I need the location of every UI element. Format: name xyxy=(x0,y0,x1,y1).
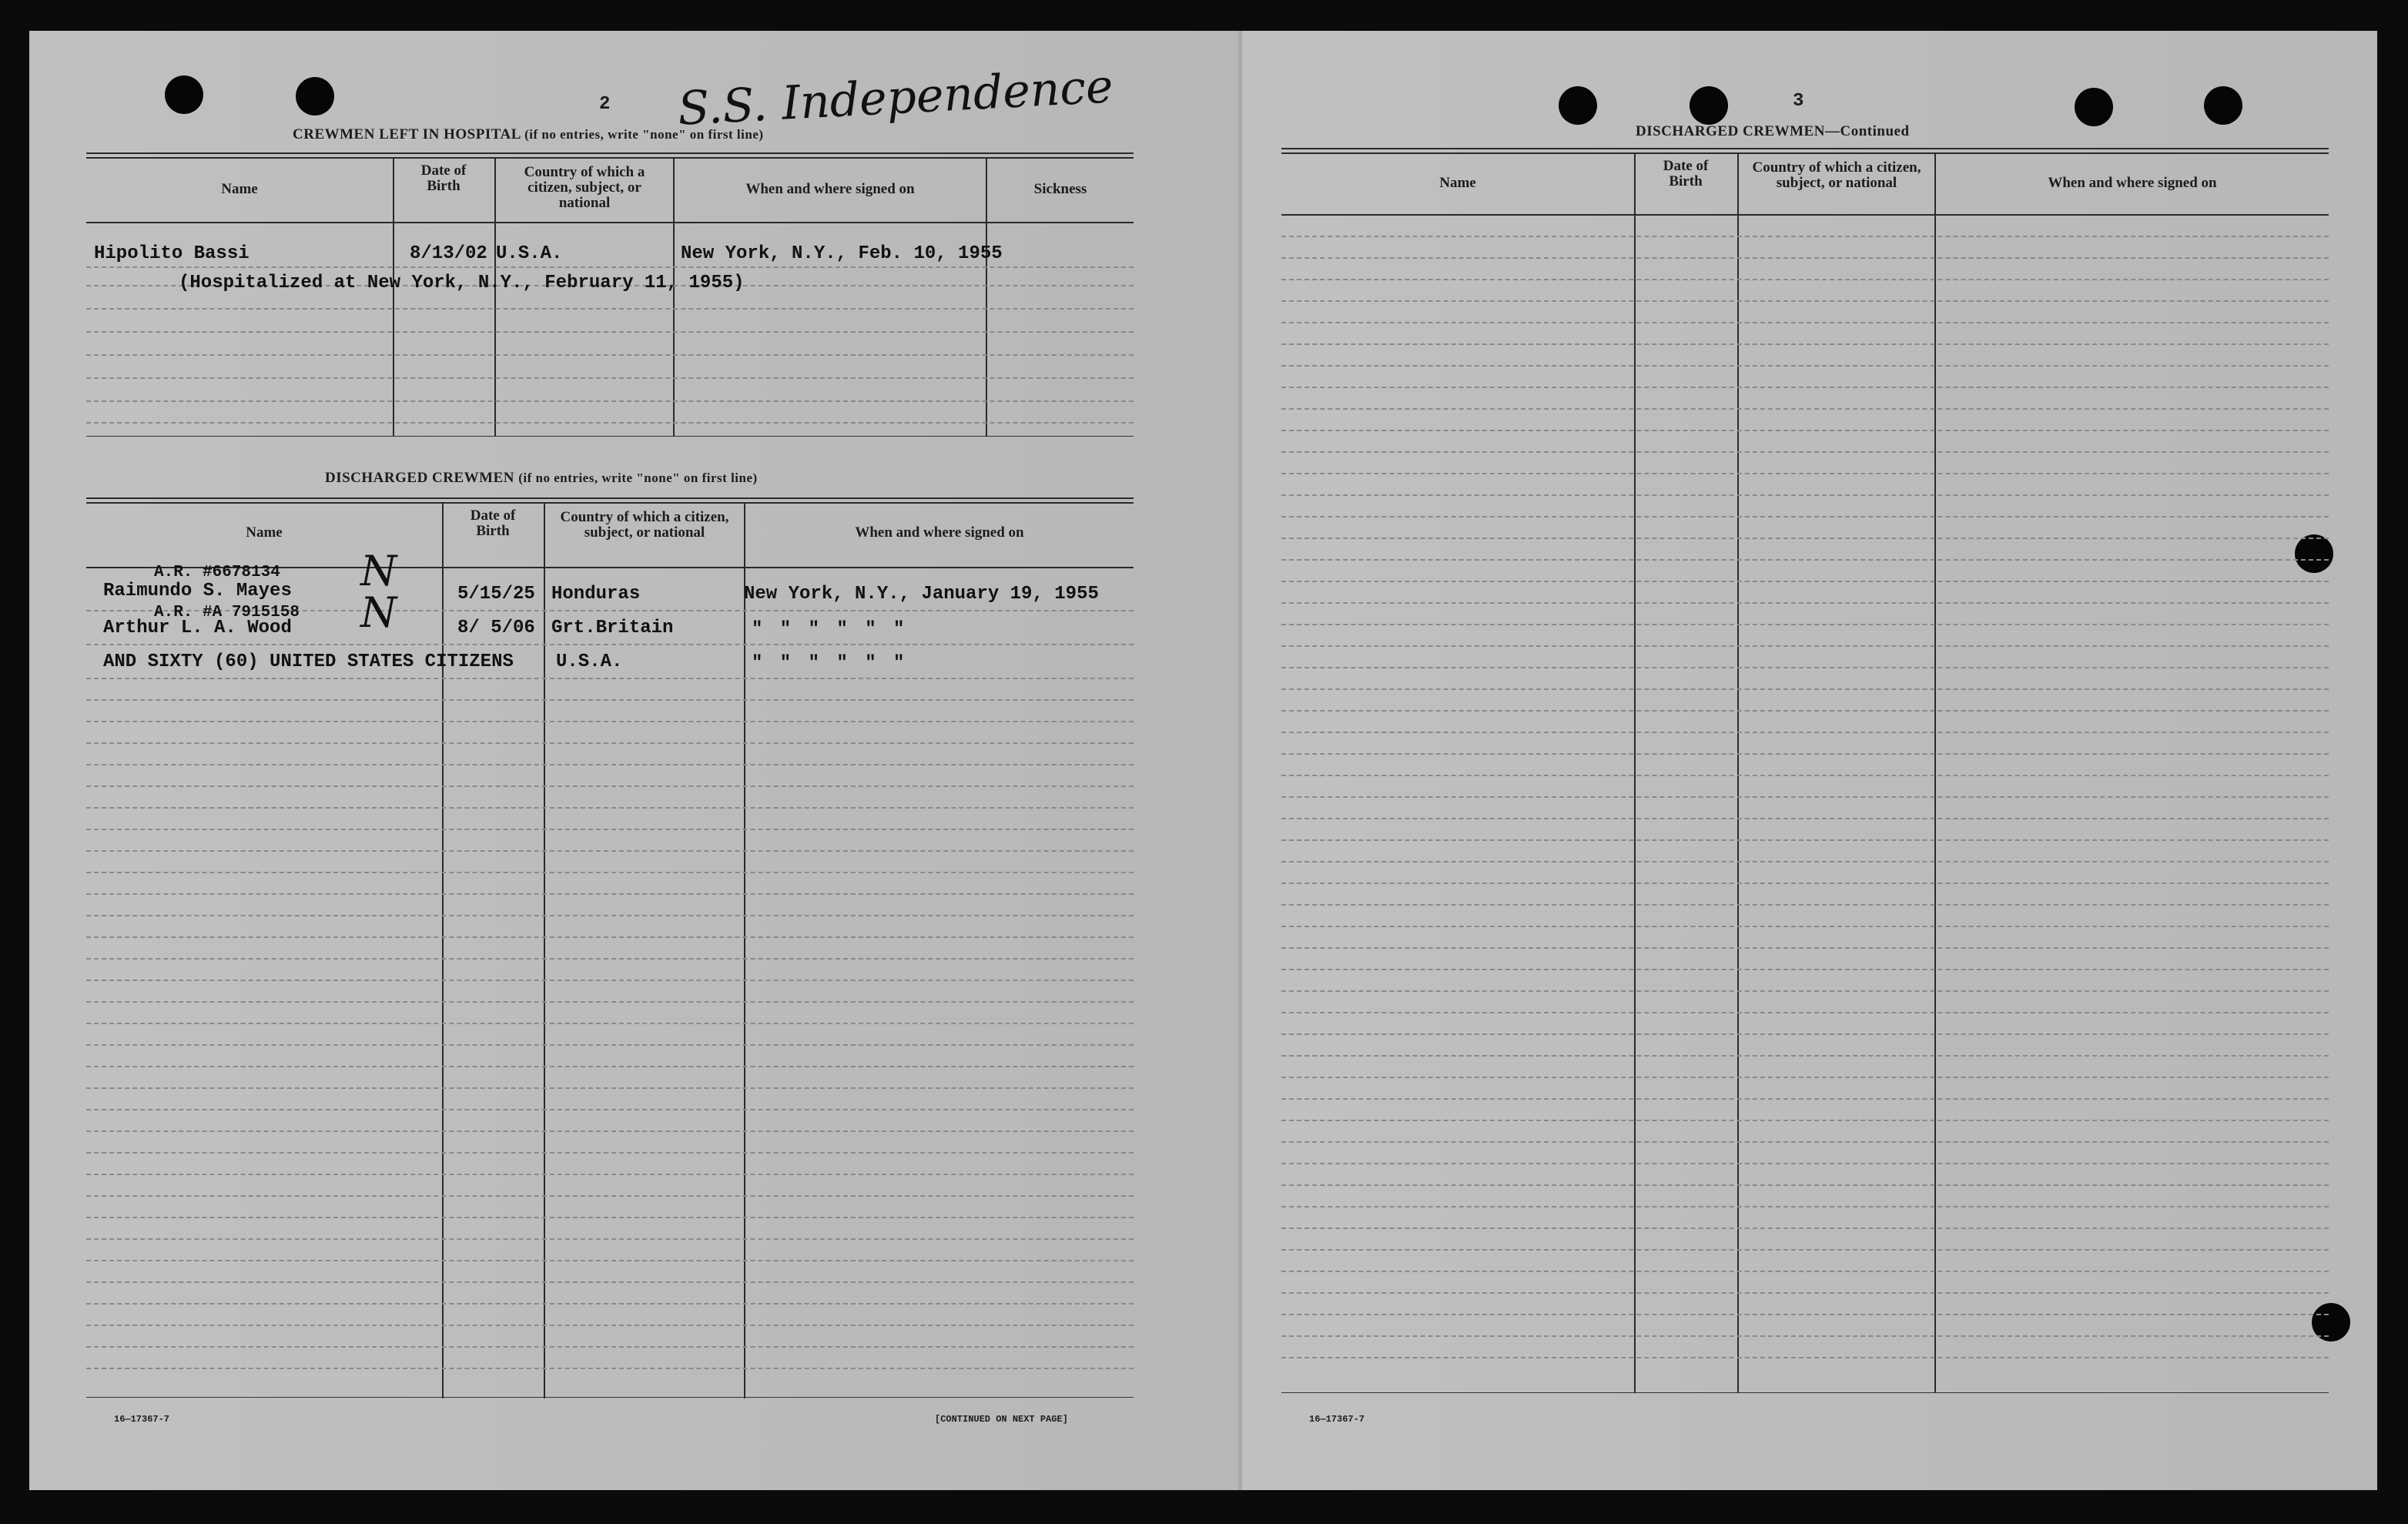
row1-country: Honduras xyxy=(551,584,641,605)
ruled-line xyxy=(1281,1292,2329,1294)
ruled-line xyxy=(1281,624,2329,625)
discharged-section-title: DISCHARGED CREWMEN (if no entries, write "none" on first line) xyxy=(325,470,758,486)
ruled-line xyxy=(1281,494,2329,496)
row3-ditto-marks: " " " " " " xyxy=(752,653,908,674)
ruled-line xyxy=(1281,451,2329,453)
hospital-note: (Hospitalized at New York, N.Y., February 11, 1955) xyxy=(179,273,745,293)
row2-check-mark: N xyxy=(360,588,397,637)
row2-name: Arthur L. A. Wood xyxy=(103,618,292,638)
row2-ar-number: A.R. #A 7915158 xyxy=(154,604,300,621)
ruled-line xyxy=(1281,279,2329,280)
punch-hole xyxy=(2295,534,2333,573)
punch-hole xyxy=(1690,86,1728,125)
row3-name: AND SIXTY (60) UNITED STATES CITIZENS xyxy=(103,651,514,672)
ruled-line xyxy=(1281,257,2329,259)
ruled-line xyxy=(1281,990,2329,992)
continued-note: [CONTINUED ON NEXT PAGE] xyxy=(935,1414,1068,1425)
ruled-line xyxy=(1281,1098,2329,1100)
row2-dob: 8/ 5/06 xyxy=(457,618,535,638)
punch-hole xyxy=(2075,88,2113,126)
ruled-line xyxy=(1281,516,2329,517)
row3-country: U.S.A. xyxy=(556,651,623,672)
ruled-line xyxy=(1281,732,2329,733)
page-fold xyxy=(1238,31,1242,1490)
ruled-line xyxy=(1281,753,2329,755)
col-name: Name xyxy=(1439,175,1476,191)
ruled-line xyxy=(1281,1314,2329,1315)
ruled-line xyxy=(1281,1077,2329,1078)
ruled-line xyxy=(1281,667,2329,668)
col-sickness: Sickness xyxy=(1033,181,1087,197)
row2-ditto-marks: " " " " " " xyxy=(752,619,908,640)
ruled-line xyxy=(1281,796,2329,798)
ruled-line xyxy=(1281,839,2329,841)
ruled-line xyxy=(1281,343,2329,345)
col-country: Country of which a citizen, subject, or national xyxy=(1752,159,1921,191)
row2-country: Grt.Britain xyxy=(551,618,674,638)
hospital-name: Hipolito Bassi xyxy=(94,243,250,264)
col-country: Country of which a citizen, subject, or national xyxy=(560,509,729,541)
hospital-country: U.S.A. xyxy=(496,243,563,264)
ruled-line xyxy=(1281,387,2329,388)
punch-hole xyxy=(2204,86,2242,125)
ruled-line xyxy=(1281,1120,2329,1121)
ruled-line xyxy=(1281,645,2329,647)
right-section-title: DISCHARGED CREWMEN—Continued xyxy=(1636,123,1910,139)
ruled-line xyxy=(1281,926,2329,927)
col-name: Name xyxy=(221,181,258,197)
ruled-line xyxy=(1281,473,2329,474)
col-dob: Date of Birth xyxy=(1663,158,1709,189)
ruled-line xyxy=(1281,1141,2329,1143)
ruled-line xyxy=(1281,322,2329,323)
right-page-number: 3 xyxy=(1793,91,1804,112)
ruled-line xyxy=(1281,1249,2329,1251)
col-signed-on: When and where signed on xyxy=(855,524,1024,541)
ruled-line xyxy=(1281,430,2329,431)
row1-ar-number: A.R. #6678134 xyxy=(154,564,280,581)
punch-hole xyxy=(165,75,203,114)
ruled-line xyxy=(1281,1357,2329,1358)
ruled-line xyxy=(1281,559,2329,561)
left-page-number: 2 xyxy=(599,94,611,115)
ruled-line xyxy=(1281,581,2329,582)
row1-signed-on: New York, N.Y., January 19, 1955 xyxy=(744,584,1099,605)
punch-hole xyxy=(1559,86,1597,125)
row1-dob: 5/15/25 xyxy=(457,584,535,605)
right-form-number: 16—17367-7 xyxy=(1309,1414,1365,1425)
ruled-line xyxy=(1281,1163,2329,1164)
ruled-line xyxy=(1281,775,2329,776)
ruled-line xyxy=(1281,818,2329,819)
hospital-dob: 8/13/02 xyxy=(410,243,487,264)
ruled-line xyxy=(1281,1012,2329,1013)
col-dob: Date of Birth xyxy=(470,507,516,539)
col-signed-on: When and where signed on xyxy=(2048,175,2217,191)
row1-check-mark: N xyxy=(360,547,397,595)
ruled-line xyxy=(1281,883,2329,884)
ruled-line xyxy=(1281,1055,2329,1057)
ruled-line xyxy=(1281,947,2329,949)
ruled-line xyxy=(1281,710,2329,712)
ruled-line xyxy=(1281,365,2329,367)
ruled-line xyxy=(1281,538,2329,539)
ruled-line xyxy=(1281,1228,2329,1229)
punch-hole xyxy=(296,77,334,116)
hospital-section-title: CREWMEN LEFT IN HOSPITAL (if no entries, write "none" on first line) xyxy=(293,126,764,142)
ruled-line xyxy=(1281,688,2329,690)
ruled-line xyxy=(1281,602,2329,604)
ruled-line xyxy=(1281,1335,2329,1337)
col-dob: Date of Birth xyxy=(420,162,467,194)
hospital-signed-on: New York, N.Y., Feb. 10, 1955 xyxy=(681,243,1003,264)
col-signed-on: When and where signed on xyxy=(745,181,915,197)
col-name: Name xyxy=(246,524,283,541)
ruled-line xyxy=(1281,408,2329,410)
ruled-line xyxy=(1281,1206,2329,1207)
row1-name: Raimundo S. Mayes xyxy=(103,581,292,601)
table-bottom-rule xyxy=(1281,1392,2329,1393)
ruled-line xyxy=(1281,236,2329,237)
handwritten-ship-name: S.S. Independence xyxy=(676,59,1115,136)
col-country: Country of which a citizen, subject, or national xyxy=(524,164,645,211)
left-form-number: 16—17367-7 xyxy=(114,1414,170,1425)
ruled-line xyxy=(1281,300,2329,302)
ruled-line xyxy=(1281,904,2329,906)
ruled-line xyxy=(1281,1033,2329,1035)
ruled-line xyxy=(1281,861,2329,862)
ruled-line xyxy=(1281,1271,2329,1272)
ruled-line xyxy=(1281,969,2329,970)
ruled-line xyxy=(1281,1184,2329,1186)
